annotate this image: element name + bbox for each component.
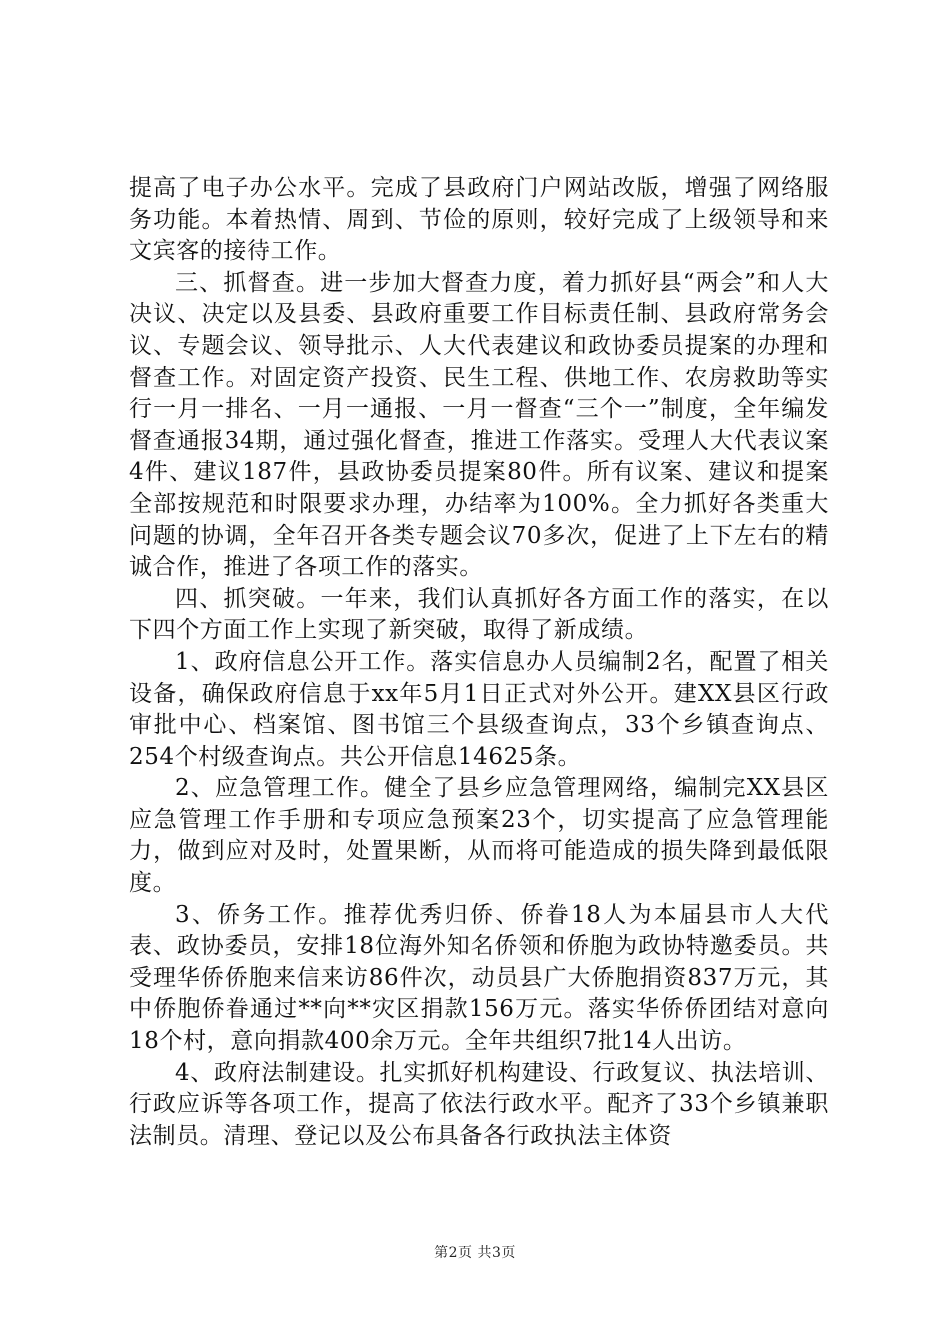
paragraph-overseas-chinese-affairs: 3、侨务工作。推荐优秀归侨、侨眷18人为本届县市人大代表、政协委员，安排18位海外知名侨领和侨胞为政协特邀委员。共受理华侨侨胞来信来访86件次，动员县广大侨胞捐资837万元，其中侨胞侨眷通过**向**灾区捐款156万元。落实华侨侨团结对意向18个村，意向捐款400余万元。全年共组织7批14人出访。 — [129, 901, 829, 1055]
page-number-footer: 第2页 共3页 — [434, 1245, 516, 1261]
paragraph-continuation: 提高了电子办公水平。完成了县政府门户网站改版，增强了网络服务功能。本着热情、周到、节俭的原则，较好完成了上级领导和来文宾客的接待工作。 — [129, 175, 829, 265]
document-body — [129, 173, 829, 1152]
paragraph-info-disclosure: 1、政府信息公开工作。落实信息办人员编制2名，配置了相关设备，确保政府信息于xx年5月1日正式对外公开。建XX县区行政审批中心、档案馆、图书馆三个县级查询点，33个乡镇查询点、254个村级查询点。共公开信息14625条。 — [129, 648, 829, 770]
paragraph-emergency-management: 2、应急管理工作。健全了县乡应急管理网络，编制完XX县区应急管理工作手册和专项应急预案23个，切实提高了应急管理能力，做到应对及时，处置果断，从而将可能造成的损失降到最低限度。 — [129, 775, 829, 897]
paragraph-legal-system: 4、政府法制建设。扎实抓好机构建设、行政复议、执法培训、行政应诉等各项工作，提高了依法行政水平。配齐了33个乡镇兼职法制员。清理、登记以及公布具备各行政执法主体资 — [129, 1059, 829, 1149]
paragraph-breakthrough: 四、抓突破。一年来，我们认真抓好各方面工作的落实，在以下四个方面工作上实现了新突破，取得了新成绩。 — [129, 585, 829, 644]
paragraph-supervision: 三、抓督查。进一步加大督查力度，着力抓好县“两会”和人大决议、决定以及县委、县政府重要工作目标责任制、县政府常务会议、专题会议、领导批示、人大代表建议和政协委员提案的办理和督查工作。对固定资产投资、民生工程、供地工作、农房救助等实行一月一排名、一月一通报、一月一督查“三个一”制度，全年编发督查通报34期，通过强化督查，推进工作落实。受理人大代表议案4件、建议187件，县政协委员提案80件。所有议案、建议和提案全部按规范和时限要求办理，办结率为100%。全力抓好各类重大问题的协调，全年召开各类专题会议70多次，促进了上下左右的精诚合作，推进了各项工作的落实。 — [129, 269, 829, 581]
